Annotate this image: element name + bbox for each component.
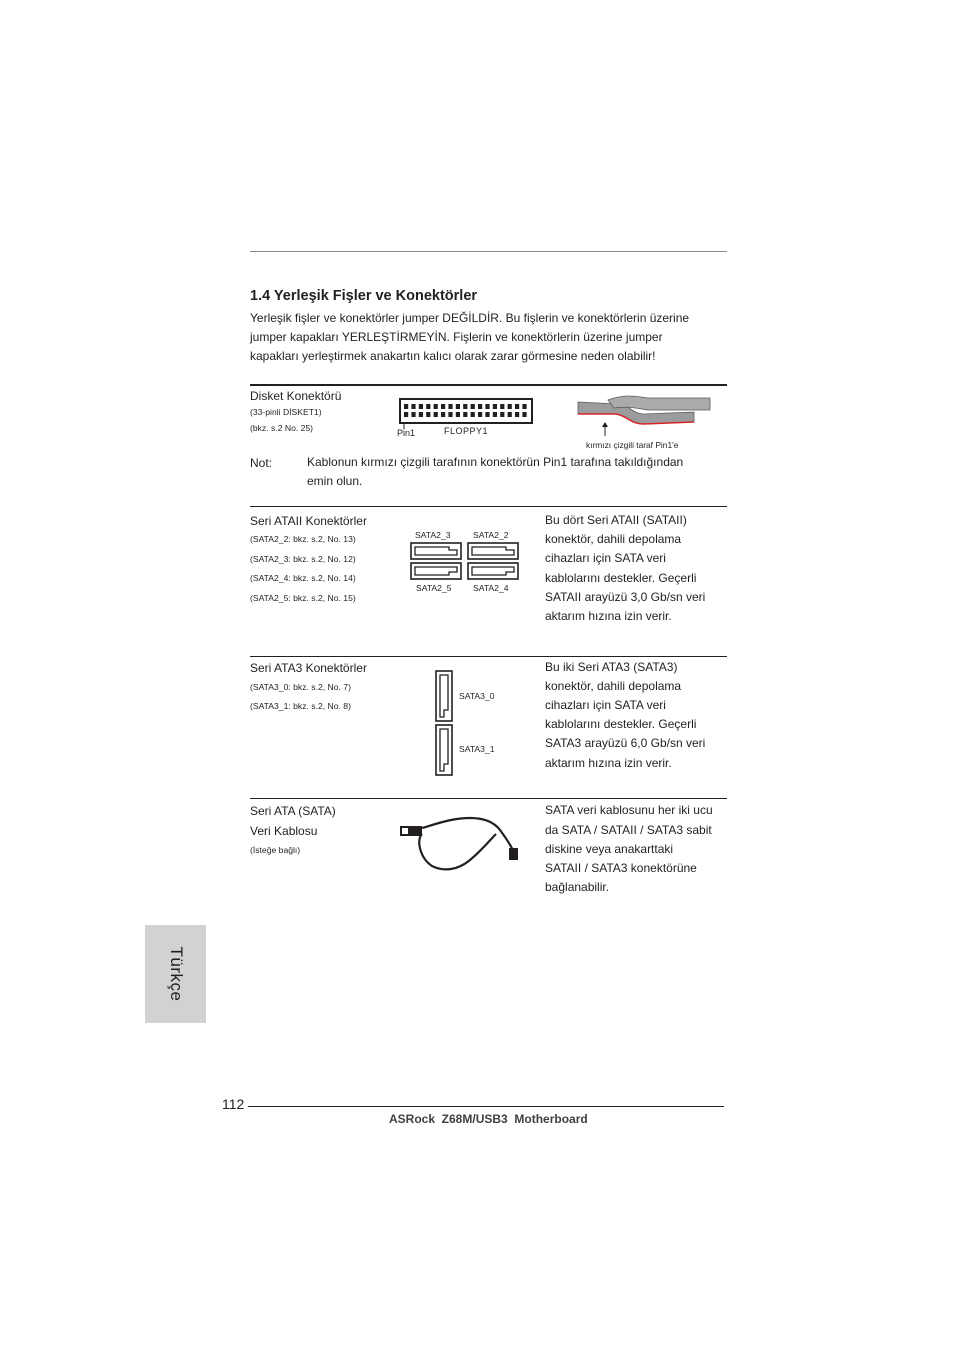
floppy-pin: [515, 404, 519, 409]
floppy-note-label: Not:: [250, 456, 273, 470]
sata-cable-title-1: Seri ATA (SATA): [250, 804, 336, 818]
floppy-pin: [471, 404, 475, 409]
sataii-port-label-4: SATA2_4: [473, 583, 509, 593]
floppy-pin: [411, 412, 415, 417]
sata3-port-label-0: SATA3_0: [459, 691, 495, 701]
sataii-port-label-5: SATA2_5: [416, 583, 452, 593]
section-title: 1.4 Yerleşik Fişler ve Konektörler: [250, 288, 478, 304]
sata3-port-0: [436, 671, 452, 721]
page-number: 112: [222, 1096, 245, 1112]
sataii-desc-2: konektör, dahili depolama: [545, 532, 682, 546]
floppy-pin: [404, 412, 408, 417]
sataii-ref-2: (SATA2_3: bkz. s.2, No. 12): [250, 554, 356, 564]
sataii-ref-1: (SATA2_2: bkz. s.2, No. 13): [250, 534, 356, 544]
sataii-ref-3: (SATA2_4: bkz. s.2, No. 14): [250, 573, 356, 583]
floppy-pin: [522, 404, 526, 409]
sata3-desc-1: Bu iki Seri ATA3 (SATA3): [545, 660, 678, 674]
floppy-pin: [471, 412, 475, 417]
floppy-note-line-2: emin olun.: [307, 474, 363, 488]
floppy-pin: [485, 404, 489, 409]
floppy-pin: [478, 412, 482, 417]
sata3-desc-2: konektör, dahili depolama: [545, 679, 682, 693]
sata3-ref-2: (SATA3_1: bkz. s.2, No. 8): [250, 701, 351, 711]
floppy-sub-2: (bkz. s.2 No. 25): [250, 423, 314, 433]
floppy-pin: [500, 404, 504, 409]
floppy-pin: [508, 412, 512, 417]
footer-rule: [248, 1106, 724, 1107]
floppy-pin: [463, 412, 467, 417]
floppy-pin: [485, 412, 489, 417]
floppy-sub-1: (33-pinli DİSKET1): [250, 407, 322, 417]
sata-cable-sub: (İsteğe bağlı): [250, 845, 301, 855]
floppy-pin1-label: Pin1: [397, 428, 416, 438]
floppy-pin: [456, 412, 460, 417]
sataii-ports-diagram: [410, 542, 520, 582]
floppy-pin: [500, 412, 504, 417]
floppy-pin: [419, 404, 423, 409]
intro-line-2: jumper kapakları YERLEŞTİRMEYİN. Fişlerin ve konektörlerin üzerine jumper: [250, 330, 663, 344]
floppy-pin: [522, 412, 526, 417]
sataii-ref-4: (SATA2_5: bkz. s.2, No. 15): [250, 593, 356, 603]
sata-cable-desc-2: da SATA / SATAII / SATA3 sabit: [545, 823, 712, 837]
language-side-tab: [145, 925, 206, 1023]
sataii-desc-4: kablolarını destekler. Geçerli: [545, 571, 697, 585]
floppy-pin: [508, 404, 512, 409]
sataii-divider: [250, 506, 727, 507]
floppy-pin: [419, 412, 423, 417]
sataii-desc-6: aktarım hızına izin verir.: [545, 609, 672, 623]
floppy-pin: [404, 404, 408, 409]
floppy-pin: [493, 404, 497, 409]
sataii-desc-5: SATAII arayüzü 3,0 Gb/sn veri: [545, 590, 706, 604]
floppy-pin: [441, 412, 445, 417]
sataii-port-4: [468, 563, 518, 579]
sata-cable-desc-1: SATA veri kablosunu her iki ucu: [545, 803, 713, 817]
floppy-pin: [515, 412, 519, 417]
sata3-divider: [250, 656, 727, 657]
sataii-port-2: [468, 543, 518, 559]
floppy-pin: [448, 404, 452, 409]
floppy-note-line-1: Kablonun kırmızı çizgili tarafının konektörün Pin1 tarafına takıldığından: [307, 455, 684, 469]
sata-cable-title-2: Veri Kablosu: [250, 824, 318, 838]
sata3-ref-1: (SATA3_0: bkz. s.2, No. 7): [250, 682, 351, 692]
sataii-title: Seri ATAII Konektörler: [250, 514, 367, 528]
floppy-pin: [463, 404, 467, 409]
sata3-desc-3: cihazları için SATA veri: [545, 698, 666, 712]
floppy-pin: [478, 404, 482, 409]
sata-cable-desc-3: diskine veya anakarttaki: [545, 842, 674, 856]
sata3-title: Seri ATA3 Konektörler: [250, 661, 367, 675]
floppy-title: Disket Konektörü: [250, 389, 342, 403]
floppy-pin: [434, 412, 438, 417]
floppy-pin: [426, 412, 430, 417]
sata3-port-1: [436, 725, 452, 775]
floppy-pin: [448, 412, 452, 417]
floppy-connector-label: FLOPPY1: [444, 426, 489, 436]
sataii-port-label-2: SATA2_2: [473, 530, 509, 540]
floppy-ribbon-cable: [574, 392, 714, 438]
sataii-port-label-3: SATA2_3: [415, 530, 451, 540]
sata3-ports-diagram: [434, 670, 456, 778]
sata-cable-image: [396, 812, 524, 874]
sata-cable-desc-4: SATAII / SATA3 konektörüne: [545, 861, 697, 875]
floppy-cable-caption: kırmızı çizgili taraf Pin1'e: [586, 440, 679, 450]
floppy-connector-body: [400, 399, 532, 423]
sata3-desc-5: SATA3 arayüzü 6,0 Gb/sn veri: [545, 736, 706, 750]
floppy-pins: [404, 404, 527, 417]
floppy-pin: [456, 404, 460, 409]
header-rule: [250, 251, 727, 252]
footer-brand: ASRock Z68M/USB3 Motherboard: [389, 1112, 588, 1126]
sata3-desc-4: kablolarını destekler. Geçerli: [545, 717, 697, 731]
sataii-port-3: [411, 543, 461, 559]
intro-line-3: kapakları yerleştirmek anakartın kalıcı olarak zarar görmesine neden olabilir!: [250, 349, 656, 363]
floppy-pin: [426, 404, 430, 409]
sataii-port-5: [411, 563, 461, 579]
floppy-pin: [434, 404, 438, 409]
sataii-desc-1: Bu dört Seri ATAII (SATAII): [545, 513, 687, 527]
sata-cable-divider: [250, 798, 727, 799]
floppy-divider: [250, 384, 727, 386]
intro-line-1: Yerleşik fişler ve konektörler jumper DEĞİLDİR. Bu fişlerin ve konektörlerin üzerine: [250, 311, 690, 325]
floppy-pin: [441, 404, 445, 409]
sata3-desc-6: aktarım hızına izin verir.: [545, 756, 672, 770]
sataii-desc-3: cihazları için SATA veri: [545, 551, 666, 565]
floppy-pin: [411, 404, 415, 409]
sata3-port-label-1: SATA3_1: [459, 744, 495, 754]
sata-cable-desc-5: bağlanabilir.: [545, 880, 610, 894]
language-side-tab-label: Türkçe: [166, 946, 186, 1002]
floppy-pin: [493, 412, 497, 417]
